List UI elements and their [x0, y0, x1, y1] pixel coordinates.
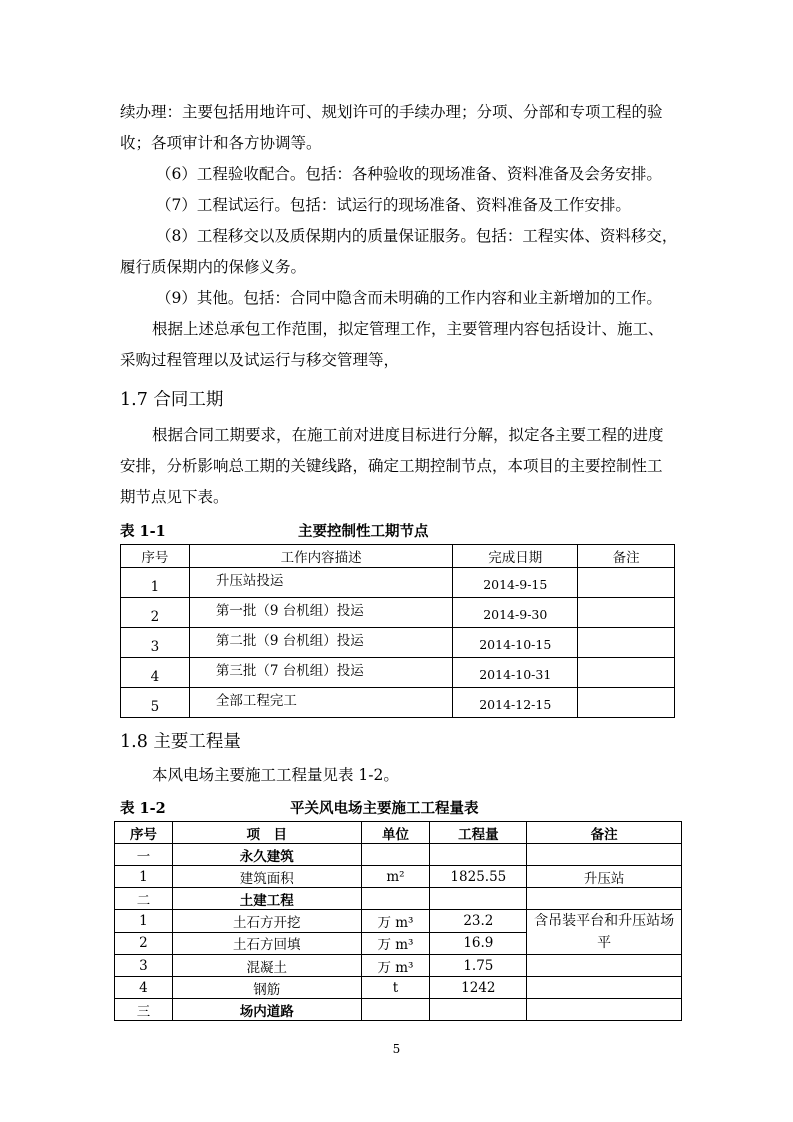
table-row: [115, 910, 682, 933]
cell-remark: 含吊装平台和升压站场平: [527, 910, 682, 955]
cell-index: 1: [121, 568, 190, 598]
milestone-table: [120, 544, 675, 718]
table-row: [121, 688, 675, 718]
list-item-9: （9）其他。包括：合同中隐含而未明确的工作内容和业主新增加的工作。: [156, 289, 662, 307]
group-title: 场内道路: [172, 999, 361, 1021]
table-header-row: [115, 822, 682, 844]
cell-description: 全部工程完工: [189, 688, 453, 718]
cell-index: 4: [115, 977, 173, 999]
paragraph-line: 续办理：主要包括用地许可、规划许可的手续办理；分项、分部和专项工程的验: [120, 103, 663, 121]
cell-unit: 万 m³: [361, 910, 430, 933]
cell-description: 第三批（7 台机组）投运: [189, 658, 453, 688]
cell-unit: m²: [361, 866, 430, 888]
table-row: [115, 866, 682, 888]
cell-unit: 万 m³: [361, 932, 430, 955]
table-row: [115, 955, 682, 977]
group-index: 一: [115, 844, 173, 866]
header-cell: 工程量: [430, 822, 527, 844]
list-item-8-cont: 履行质保期内的保修义务。: [120, 258, 307, 276]
cell-quantity: 1825.55: [430, 866, 527, 888]
table-row: [121, 628, 675, 658]
cell-index: 2: [115, 932, 173, 955]
cell-quantity: 23.2: [430, 910, 527, 933]
group-index: 三: [115, 999, 173, 1021]
table-row: [115, 977, 682, 999]
header-cell: 备注: [527, 822, 682, 844]
list-item-7: （7）工程试运行。包括：试运行的现场准备、资料准备及工作安排。: [156, 196, 631, 214]
cell-remark: [578, 598, 675, 628]
cell-item: 混凝土: [172, 955, 361, 977]
header-cell: 完成日期: [453, 545, 578, 568]
cell-remark: [578, 688, 675, 718]
cell-unit: t: [361, 977, 430, 999]
cell-date: 2014-10-15: [453, 628, 578, 658]
quantity-table: [114, 821, 682, 1021]
list-item-6: （6）工程验收配合。包括：各种验收的现场准备、资料准备及会务安排。: [156, 165, 662, 183]
cell-item: 土石方回填: [172, 932, 361, 955]
header-cell: 项 目: [172, 822, 361, 844]
cell-remark: [578, 658, 675, 688]
header-cell: 单位: [361, 822, 430, 844]
section-heading-1-8: 1.8 主要工程量: [120, 732, 241, 752]
cell-unit: 万 m³: [361, 955, 430, 977]
summary-paragraph-cont: 采购过程管理以及试运行与移交管理等，: [120, 351, 400, 369]
group-title: 永久建筑: [172, 844, 361, 866]
cell-index: 1: [115, 910, 173, 933]
cell-item: 建筑面积: [172, 866, 361, 888]
summary-paragraph: 根据上述总承包工作范围，拟定管理工作，主要管理内容包括设计、施工、: [152, 320, 664, 338]
section-1-7-paragraph: 根据合同工期要求，在施工前对进度目标进行分解，拟定各主要工程的进度: [152, 426, 664, 444]
table-row: [121, 568, 675, 598]
table-header-row: [121, 545, 675, 568]
cell-item: 钢筋: [172, 977, 361, 999]
cell-quantity: 1.75: [430, 955, 527, 977]
group-index: 二: [115, 888, 173, 910]
section-1-8-paragraph: 本风电场主要施工工程量见表 1-2。: [152, 766, 399, 784]
group-row: [115, 844, 682, 866]
cell-index: 3: [121, 628, 190, 658]
cell-date: 2014-9-15: [453, 568, 578, 598]
header-cell: 序号: [115, 822, 173, 844]
cell-index: 3: [115, 955, 173, 977]
cell-remark: 升压站: [527, 866, 682, 888]
table1-label: 表 1-1: [120, 523, 166, 540]
header-cell: 序号: [121, 545, 190, 568]
cell-index: 1: [115, 866, 173, 888]
paragraph-line: 收；各项审计和各方协调等。: [120, 134, 322, 152]
cell-date: 2014-10-31: [453, 658, 578, 688]
cell-description: 第二批（9 台机组）投运: [189, 628, 453, 658]
section-heading-1-7: 1.7 合同工期: [120, 390, 224, 410]
page-number: 5: [392, 1042, 401, 1056]
group-row: [115, 999, 682, 1021]
group-title: 土建工程: [172, 888, 361, 910]
cell-quantity: 1242: [430, 977, 527, 999]
cell-item: 土石方开挖: [172, 910, 361, 933]
cell-remark: [578, 628, 675, 658]
table2-title: 平关风电场主要施工工程量表: [290, 800, 479, 817]
table-row: [121, 598, 675, 628]
table1-title: 主要控制性工期节点: [298, 523, 429, 540]
section-1-7-paragraph-cont: 期节点见下表。: [120, 488, 229, 506]
cell-index: 2: [121, 598, 190, 628]
table2-label: 表 1-2: [120, 800, 166, 817]
cell-description: 第一批（9 台机组）投运: [189, 598, 453, 628]
table-row: [121, 658, 675, 688]
cell-date: 2014-9-30: [453, 598, 578, 628]
list-item-8: （8）工程移交以及质保期内的质量保证服务。包括：工程实体、资料移交，: [156, 227, 678, 245]
cell-index: 4: [121, 658, 190, 688]
header-cell: 工作内容描述: [189, 545, 453, 568]
cell-remark: [578, 568, 675, 598]
cell-index: 5: [121, 688, 190, 718]
cell-date: 2014-12-15: [453, 688, 578, 718]
section-1-7-paragraph-cont: 安排，分析影响总工期的关键线路，确定工期控制节点，本项目的主要控制性工: [120, 457, 663, 475]
header-cell: 备注: [578, 545, 675, 568]
cell-quantity: 16.9: [430, 932, 527, 955]
group-row: [115, 888, 682, 910]
cell-description: 升压站投运: [189, 568, 453, 598]
